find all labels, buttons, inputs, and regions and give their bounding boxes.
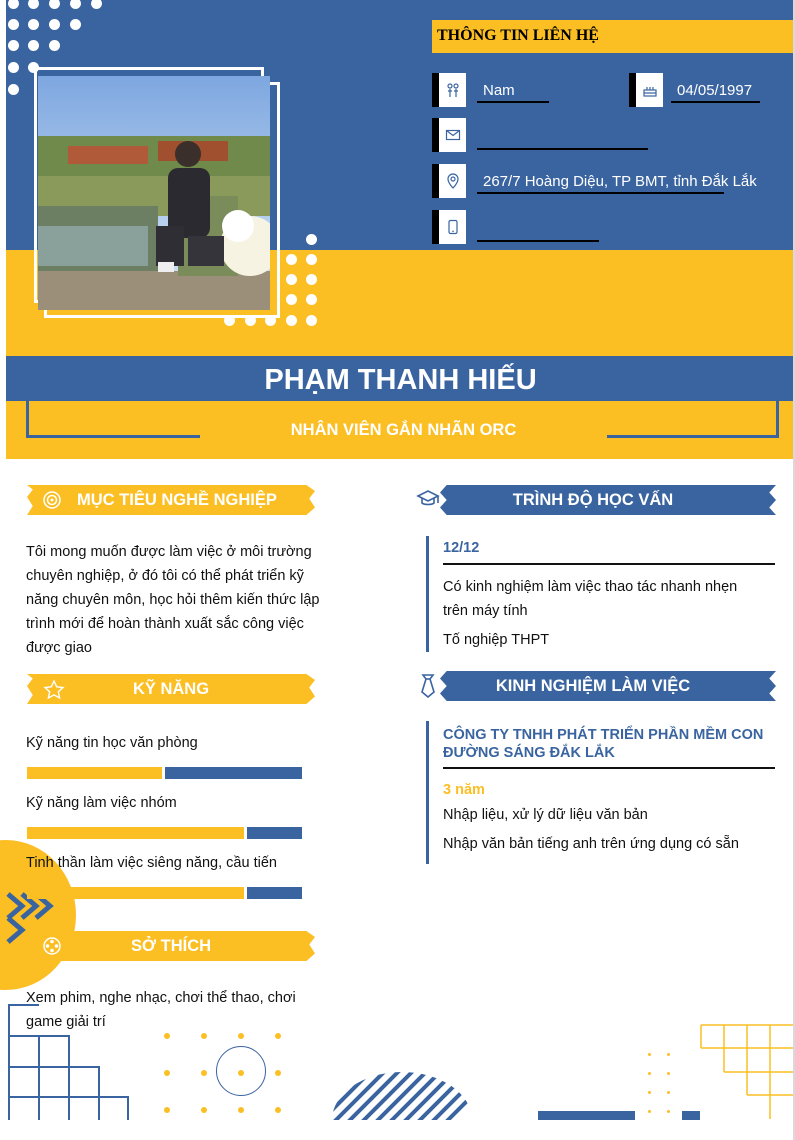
address-value: 267/7 Hoàng Diệu, TP BMT, tỉnh Đắk Lắk <box>477 173 724 194</box>
objective-title: MỤC TIÊU NGHỀ NGHIỆP <box>77 491 277 509</box>
necktie-icon <box>418 674 438 703</box>
candidate-name: PHẠM THANH HIẾU <box>264 364 537 396</box>
position-bracket-left <box>26 401 200 438</box>
email-value <box>477 130 648 150</box>
phone-icon <box>432 210 466 244</box>
education-divider <box>443 563 775 565</box>
graduation-cap-icon <box>416 489 440 516</box>
education-degree: Tố nghiệp THPT <box>443 632 550 648</box>
skill-name: Tinh thần làm việc siêng năng, cầu tiến <box>26 855 277 871</box>
education-timeline-line <box>426 536 429 652</box>
skill-bar-fill <box>27 887 244 899</box>
skill-name: Kỹ năng tin học văn phòng <box>26 735 198 751</box>
profile-photo <box>38 76 270 310</box>
hobbies-text: Xem phim, nghe nhạc, chơi thể thao, chơi game giải trí <box>26 990 296 1030</box>
contact-heading: THÔNG TIN LIÊN HỆ <box>437 27 599 44</box>
education-period: 12/12 <box>443 540 480 556</box>
experience-company: CÔNG TY TNHH PHÁT TRIỂN PHẦN MỀM CON ĐƯỜNG SÁNG ĐẮK LẮK <box>443 727 764 761</box>
skill-bar <box>27 887 302 899</box>
decor-yellow-grid <box>700 1024 795 1125</box>
skill-bar <box>27 767 302 779</box>
gender-value: Nam <box>477 82 549 103</box>
position-bracket-right <box>607 401 779 438</box>
education-title: TRÌNH ĐỘ HỌC VẤN <box>512 491 674 509</box>
location-pin-icon <box>432 164 466 198</box>
decor-striped-semicircle <box>332 1070 472 1125</box>
job-position: NHÂN VIÊN GẮN NHÃN ORC <box>290 421 517 439</box>
birthday-cake-icon <box>629 73 663 107</box>
email-icon <box>432 118 466 152</box>
skill-bar-fill <box>27 827 244 839</box>
education-description: Có kinh nghiệm làm việc thao tác nhanh nhẹn trên máy tính <box>443 579 738 619</box>
target-icon <box>42 490 62 515</box>
skills-title: KỸ NĂNG <box>132 680 210 698</box>
decor-blue-block <box>538 1111 635 1120</box>
skill-bar-fill <box>27 767 162 779</box>
experience-task: Nhập liệu, xử lý dữ liệu văn bản <box>443 807 648 823</box>
experience-duration: 3 năm <box>443 782 485 798</box>
phone-value <box>477 222 599 242</box>
experience-timeline-line <box>426 721 429 864</box>
skill-bar-rest <box>165 767 302 779</box>
experience-task: Nhập văn bản tiếng anh trên ứng dụng có sẵn <box>443 836 739 852</box>
hobbies-title: SỞ THÍCH <box>130 937 212 955</box>
skill-bar <box>27 827 302 839</box>
gender-icon <box>432 73 466 107</box>
skill-bar-rest <box>247 887 302 899</box>
objective-text: Tôi mong muốn được làm việc ở môi trường chuyên nghiệp, ở đó tôi có thể phát triển kỹ năng chuyên môn, học hỏi thêm kiến thức lập trình mới để hoàn thành xuất sắc công việc được giao <box>26 544 320 656</box>
decor-circle-outline <box>216 1046 266 1096</box>
decor-blue-block-small <box>682 1111 700 1120</box>
skill-bar-rest <box>247 827 302 839</box>
experience-title: KINH NGHIỆM LÀM VIỆC <box>495 677 691 695</box>
skill-name: Kỹ năng làm việc nhóm <box>26 795 177 811</box>
birthday-value: 04/05/1997 <box>671 82 760 103</box>
experience-divider <box>443 767 775 769</box>
